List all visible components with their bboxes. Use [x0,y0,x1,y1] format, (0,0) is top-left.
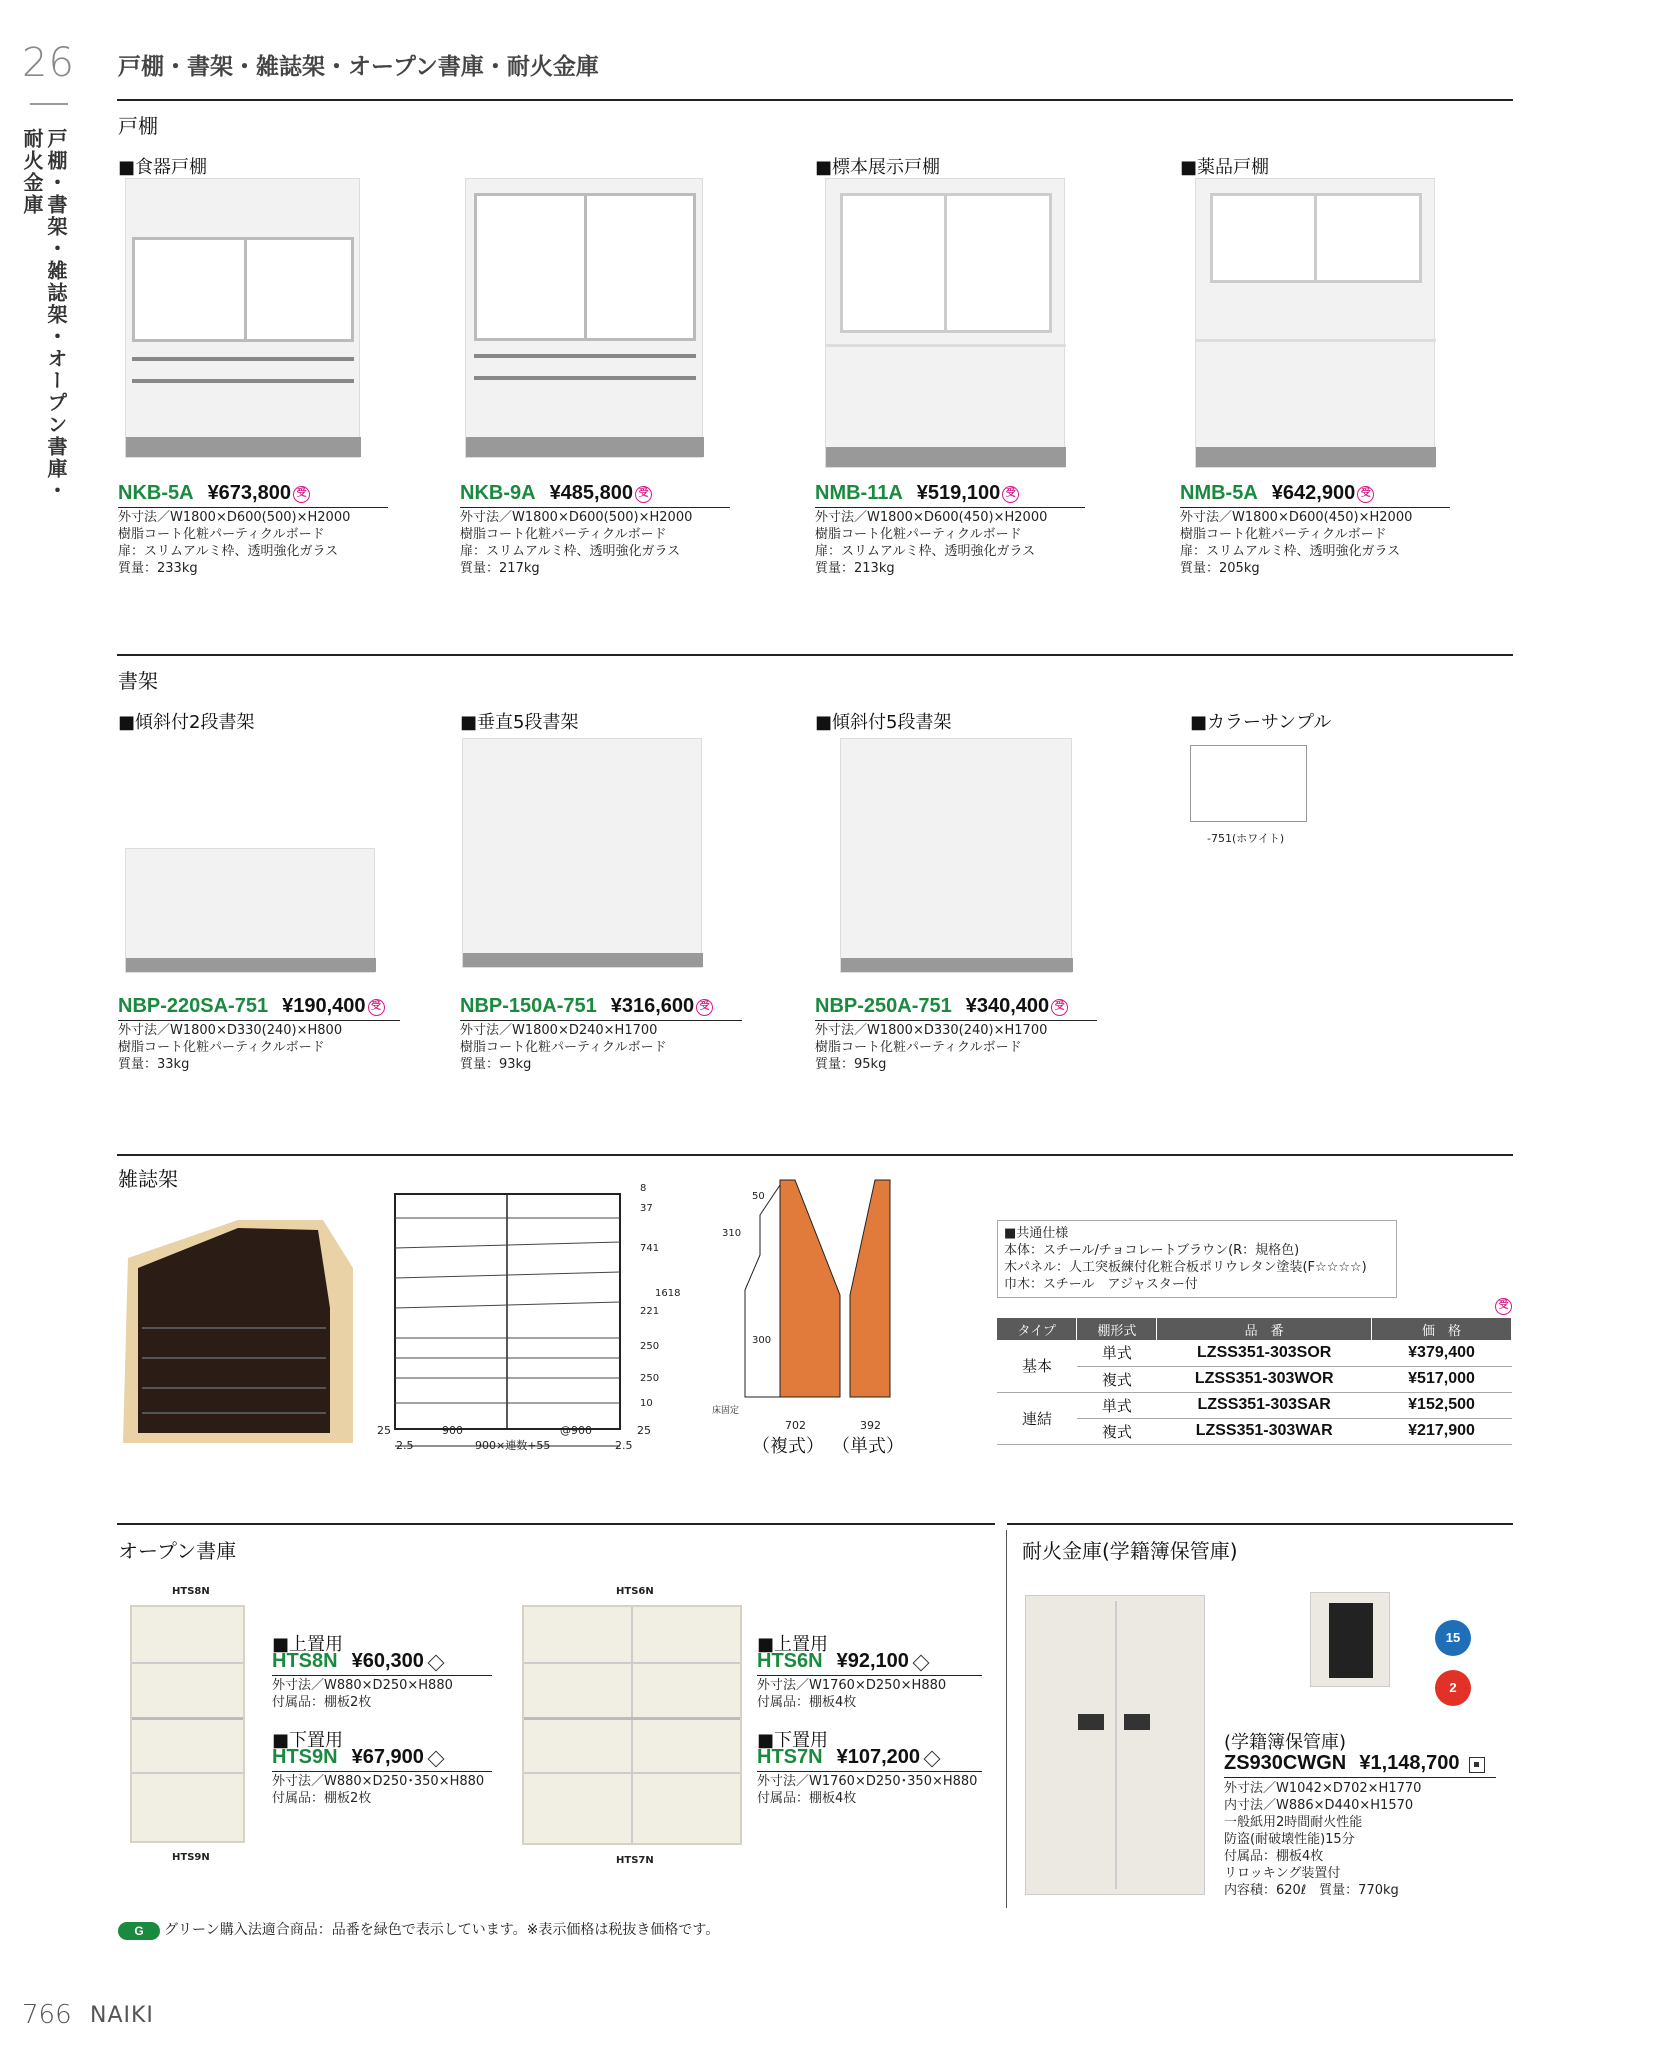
safe-image [1025,1595,1205,1895]
th-form: 棚形式 [1077,1318,1157,1340]
product-underline [1180,507,1450,508]
hts-small-image [130,1605,245,1843]
product-spec: 付属品：棚板2枚 [272,1695,372,1710]
product-model: HTS9N [272,1746,338,1768]
product-spec: 質量：217kg [460,561,540,576]
side-floor: 床固定 [712,1406,740,1416]
color-sample-label: -751(ホワイト) [1207,832,1285,845]
section-shoka: 書架 [118,669,158,693]
cell-price: ¥517,000 [1372,1366,1512,1392]
column-divider [1006,1530,1007,1908]
th-code: 品 番 [1157,1318,1372,1340]
safe-price: ¥1,148,700 [1359,1752,1460,1774]
dim-d6: 250 [640,1373,660,1384]
product-specs [460,509,692,577]
safe-specs [1224,1780,1421,1899]
product-sub-title: ■上置用 [757,1634,829,1655]
chapter-number: 26 [22,40,75,86]
side-dim-c: 300 [752,1335,772,1346]
product-underline [815,507,1085,508]
product-price: ¥316,600 [610,995,695,1017]
product-spec: 付属品：棚板4枚 [757,1791,857,1806]
product-model: NMB-11A [815,482,903,504]
product-spec: 樹脂コート化粧パーティクルボード [460,1040,667,1055]
safe-spec: リロッキング装置付 [1224,1866,1341,1881]
product-model: HTS6N [757,1650,823,1672]
diamond-mark [912,1654,929,1671]
product-model: NBP-150A-751 [460,995,597,1017]
safe-spec: 外寸法／W1042×D702×H1770 [1224,1781,1422,1796]
product-spec: 樹脂コート化粧パーティクルボード [118,1040,325,1055]
dim-b2: 900×連数+55 [475,1439,551,1452]
product-spec: 扉：スリムアルミ枠、透明強化ガラス [460,544,681,559]
page-header: 戸棚・書架・雑誌架・オープン書庫・耐火金庫 [118,54,599,80]
product-price: ¥107,200 [836,1746,920,1768]
product-spec: 外寸法／W1800×D240×H1700 [460,1023,658,1038]
product-model-line [815,482,1019,505]
zasshi-rule-left [117,1523,995,1525]
product-spec: 外寸法／W1760×D250･350×H880 [757,1774,978,1789]
product-price: ¥642,900 [1271,482,1356,504]
side-dimension-drawing [720,1175,900,1415]
fire-2h-icon: 2 [1435,1670,1471,1706]
dim-d7: 10 [640,1398,653,1409]
product-spec: 付属品：棚板2枚 [272,1791,372,1806]
receive-mark: 受 [696,999,713,1016]
product-sub-title: ■下置用 [757,1730,829,1751]
product-spec: 外寸法／W1800×D330(240)×H1700 [815,1023,1048,1038]
price-table [997,1318,1512,1445]
product-model: NKB-9A [460,482,536,504]
product-model-line [757,1746,938,1769]
product-spec: 質量：213kg [815,561,895,576]
nmb11a-image [825,178,1065,468]
product-model-line [1180,482,1374,505]
cell-type: 連結 [997,1392,1077,1444]
receive-mark: 受 [635,486,652,503]
cell-price: ¥379,400 [1372,1340,1512,1366]
color-sample-swatch [1190,745,1307,822]
dim-d1: 37 [640,1203,653,1214]
product-price: ¥67,900 [351,1746,424,1768]
product-specs [118,1022,342,1073]
cell-code: LZSS351-303WOR [1157,1366,1372,1392]
safe-open-image [1310,1592,1390,1687]
safe-model: ZS930CWGN [1224,1752,1347,1774]
section-todana: 戸棚 [118,114,158,138]
product-model-line [460,995,713,1018]
side-cap2: （単式） [832,1436,904,1457]
product-specs [757,1677,946,1711]
stock-mark-icon [1469,1757,1485,1773]
common-spec-1: 本体：スチール/チョコレートブラウン(R：規格色) [1004,1243,1300,1258]
product-sub-title: ■上置用 [272,1634,344,1655]
product-model: HTS7N [757,1746,823,1768]
product-underline [460,507,730,508]
product-price: ¥519,100 [916,482,1001,504]
product-specs [1180,509,1412,577]
common-spec-2: 木パネル：人工突板練付化粧合板ポリウレタン塗装(F☆☆☆☆) [1004,1260,1367,1275]
dim-w2: @900 [560,1424,592,1437]
cell-form: 複式 [1077,1418,1157,1444]
magazine-rack-image [118,1208,358,1453]
product-model-line [460,482,652,505]
safe-spec: 付属品：棚板4枚 [1224,1849,1324,1864]
side-w1: 702 [785,1419,806,1432]
product-spec: 外寸法／W880×D250･350×H880 [272,1774,485,1789]
receive-mark: 受 [293,486,310,503]
product-spec: 樹脂コート化粧パーティクルボード [118,527,325,542]
product-spec: 樹脂コート化粧パーティクルボード [1180,527,1387,542]
cell-code: LZSS351-303SAR [1157,1392,1372,1418]
product-spec: 外寸法／W1800×D600(500)×H2000 [460,510,693,525]
dim-right: 25 [637,1424,651,1437]
product-model: NMB-5A [1180,482,1258,504]
product-specs [815,509,1047,577]
product-model-line [272,1746,442,1769]
product-specs [272,1773,484,1807]
safe-spec: 内容積：620ℓ 質量：770kg [1224,1883,1399,1898]
footer-brand: NAIKI [90,2003,154,2028]
footer-page-number: 766 [22,2000,72,2030]
side-title-col2: 耐火金庫 [20,128,44,216]
product-underline [118,507,388,508]
receive-mark: 受 [368,999,385,1016]
product-specs [118,509,350,577]
cell-form: 複式 [1077,1366,1157,1392]
dim-d4: 221 [640,1306,660,1317]
product-sub-title: ■食器戸棚 [118,157,208,178]
common-spec-box [997,1220,1397,1298]
cell-form: 単式 [1077,1392,1157,1418]
product-spec: 樹脂コート化粧パーティクルボード [815,1040,1022,1055]
chapter-divider [30,103,68,105]
product-spec: 質量：95kg [815,1057,887,1072]
safe-spec: 一般紙用2時間耐火性能 [1224,1815,1363,1830]
product-sub-title: ■標本展示戸棚 [815,157,941,178]
diamond-mark [427,1654,444,1671]
product-underline [118,1020,400,1021]
product-spec: 扉：スリムアルミ枠、透明強化ガラス [1180,544,1401,559]
product-price: ¥340,400 [965,995,1050,1017]
dim-d2: 741 [640,1243,660,1254]
side-dim-b: 310 [722,1228,742,1239]
product-specs [815,1022,1047,1073]
product-price: ¥190,400 [282,995,366,1017]
product-spec: 外寸法／W1800×D600(450)×H2000 [815,510,1048,525]
product-underline [815,1020,1097,1021]
product-spec: 外寸法／W1800×D600(450)×H2000 [1180,510,1413,525]
cell-price: ¥152,500 [1372,1392,1512,1418]
side-title-col1: 戸棚・書架・雑誌架・オープン書庫・ [44,128,68,502]
product-model: HTS8N [272,1650,338,1672]
product-spec: 樹脂コート化粧パーティクルボード [815,527,1022,542]
side-cap1: （複式） [752,1436,824,1457]
common-spec-0: ■共通仕様 [1004,1226,1069,1241]
side-dim-a: 50 [752,1191,765,1202]
product-underline [272,1771,492,1772]
product-model-line [118,995,385,1018]
dim-d5: 250 [640,1341,660,1352]
green-mark-icon: G [118,1922,160,1940]
section-open: オープン書庫 [118,1539,237,1563]
product-spec: 樹脂コート化粧パーティクルボード [460,527,667,542]
safe-title: (学籍簿保管庫) [1224,1732,1347,1753]
receive-mark: 受 [1357,486,1374,503]
front-dimension-drawing [375,1178,665,1468]
product-sub-title: ■傾斜付5段書架 [815,712,952,733]
section-safe: 耐火金庫(学籍簿保管庫) [1022,1539,1238,1563]
product-spec: 扉：スリムアルミ枠、透明強化ガラス [118,544,339,559]
footer-note: グリーン購入法適合商品：品番を緑色で表示しています。※表示価格は税抜き価格です。 [164,1922,720,1938]
product-price: ¥60,300 [351,1650,424,1672]
th-type: タイプ [997,1318,1077,1340]
cell-code: LZSS351-303WAR [1157,1418,1372,1444]
product-specs [757,1773,977,1807]
todana-rule [117,654,1513,656]
product-sub-title: ■傾斜付2段書架 [118,712,255,733]
color-sample-title: ■カラーサンプル [1190,712,1332,733]
nbp150a-image [462,738,702,968]
th-price: 価 格 [1372,1318,1512,1340]
product-specs [460,1022,667,1073]
table-row [997,1392,1512,1418]
receive-mark: 受 [1051,999,1068,1016]
product-model-line [757,1650,927,1673]
product-price: ¥485,800 [549,482,633,504]
product-price: ¥92,100 [836,1650,909,1672]
common-spec-3: 巾木：スチール アジャスター付 [1004,1277,1198,1292]
dim-w1: 900 [442,1424,463,1437]
dim-top: 8 [640,1183,647,1194]
product-spec: 外寸法／W880×D250×H880 [272,1678,453,1693]
nkb5a-image [125,178,360,458]
product-model: NKB-5A [118,482,194,504]
product-model-line [118,482,310,505]
product-sub-title: ■下置用 [272,1730,344,1751]
diamond-mark [427,1750,444,1767]
product-model-line [272,1650,442,1673]
img-label-hts7n: HTS7N [616,1855,654,1866]
nkb9a-image [465,178,703,458]
product-model: NBP-220SA-751 [118,995,269,1017]
safe-spec: 内寸法／W886×D440×H1570 [1224,1798,1414,1813]
product-underline [757,1771,982,1772]
product-underline [757,1675,982,1676]
safe-spec: 防盗(耐破壊性能)15分 [1224,1832,1355,1847]
product-sub-title: ■垂直5段書架 [460,712,579,733]
dim-left: 25 [377,1424,391,1437]
zasshi-rule-right [1007,1523,1513,1525]
product-underline [272,1675,492,1676]
product-sub-title: ■薬品戸棚 [1180,157,1270,178]
img-label-hts6n: HTS6N [616,1586,654,1597]
cell-type: 基本 [997,1340,1077,1392]
header-rule [117,99,1513,101]
dim-b3: 2.5 [615,1439,633,1452]
product-spec: 質量：205kg [1180,561,1260,576]
product-spec: 扉：スリムアルミ枠、透明強化ガラス [815,544,1036,559]
table-receive-mark: 受 [1495,1298,1512,1315]
hts-large-image [522,1605,742,1845]
cell-price: ¥217,900 [1372,1418,1512,1444]
receive-mark: 受 [1002,486,1019,503]
img-label-hts8n: HTS8N [172,1586,210,1597]
product-model-line [815,995,1068,1018]
product-spec: 質量：33kg [118,1057,190,1072]
shoka-rule [117,1154,1513,1156]
nmb5a-image [1195,178,1435,468]
dim-b1: 2.5 [396,1439,414,1452]
product-spec: 質量：93kg [460,1057,532,1072]
safe-model-line [1224,1752,1485,1775]
nbp220sa-image [125,848,375,973]
product-underline [460,1020,742,1021]
cell-form: 単式 [1077,1340,1157,1366]
product-spec: 質量：233kg [118,561,198,576]
dim-d3: 1618 [655,1288,681,1299]
product-spec: 外寸法／W1800×D600(500)×H2000 [118,510,351,525]
nbp250a-image [840,738,1072,973]
product-model: NBP-250A-751 [815,995,952,1017]
product-specs [272,1677,453,1711]
section-zasshi: 雑誌架 [118,1167,178,1191]
product-price: ¥673,800 [207,482,291,504]
cell-code: LZSS351-303SOR [1157,1340,1372,1366]
safe-underline [1224,1777,1496,1778]
side-w2: 392 [860,1419,881,1432]
diamond-mark [924,1750,941,1767]
table-row [997,1340,1512,1366]
product-spec: 付属品：棚板4枚 [757,1695,857,1710]
fire-15-icon: 15 [1435,1620,1471,1656]
product-spec: 外寸法／W1800×D330(240)×H800 [118,1023,343,1038]
product-spec: 外寸法／W1760×D250×H880 [757,1678,947,1693]
img-label-hts9n: HTS9N [172,1852,210,1863]
